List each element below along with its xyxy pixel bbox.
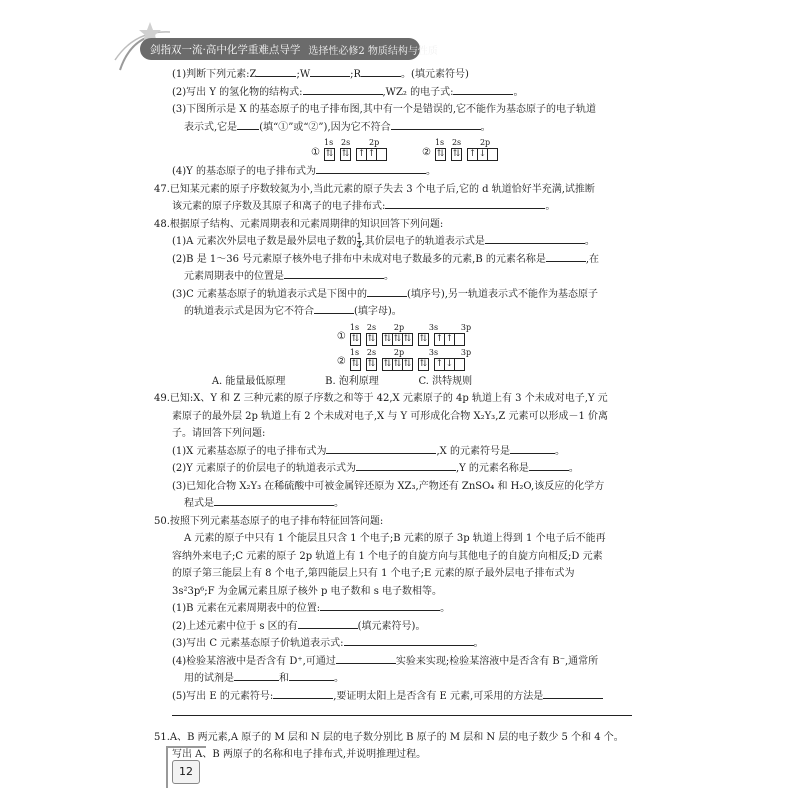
diagram-mark: ① [311,146,320,158]
fraction: $\frac{1}{4}$ [356,232,362,250]
orbital-diagram-c-2: ② 1s 2s 2p 3s 3p ⇅ ⇅ ⇅ ⇅ ⇅ ⇅ ↑ ↓ [336,347,472,369]
page-header [140,38,438,60]
prev-q-part2: (2)写出 Y 的氢化物的结构式: ,WZ₂ 的电子式: 。 [172,84,642,102]
orbital-diagram-c-1: ① 1s 2s 2p 3s 3p ⇅ ⇅ ⇅ ⇅ ⇅ ⇅ ↑ ↑ [336,322,472,344]
orbital-box: ⇅ [351,358,360,369]
orbital-box [487,148,498,161]
orbital-box: ↑ [435,358,444,369]
question-50: 50.按照下列元素基态原子的电子排布特征回答问题: [154,515,384,527]
orbital-box: ⇅ [393,333,402,344]
orbital-box: ⇅ [351,333,360,344]
page-number: 12 [172,760,200,784]
orbital-box: ↓ [478,149,487,159]
orbital-box: ⇅ [325,149,334,159]
choice-a: A. 能量最低原理 [211,375,286,387]
orbital-box [454,333,465,346]
orbital-box: ⇅ [383,333,392,344]
orbital-box: ↑ [435,333,444,344]
orbital-box: ⇅ [383,358,392,369]
orbital-box: ↓ [445,358,454,369]
header-subtitle: 选择性必修2 物质结构与性质 [308,45,438,57]
prev-q-part3-cont: 表示式,它是 (填“①”或“②”),因为它不符合 。 [172,119,642,137]
question-47: 47.已知某元素的原子序数较氮为小,当此元素的原子失去 3 个电子后,它的 d 轨道恰好半充满,试推断 [154,183,595,195]
header-title: 剑指双一流·高中化学重难点导学 [150,43,301,56]
orbital-box: ↑ [357,149,366,159]
prev-q-part4: (4)Y 的基态原子的电子排布式为 。 [172,163,642,181]
orbital-box: ⇅ [403,333,412,344]
orbital-box [376,148,387,161]
orbital-box: ⇅ [419,333,428,344]
orbital-box: ⇅ [403,358,412,369]
orbital-box: ↑ [468,149,477,159]
orbital-box: ⇅ [367,333,376,344]
orbital-box: ↑ [445,333,454,344]
choice-b: B. 泡利原理 [325,375,379,387]
question-48: 48.根据原子结构、元素周期表和元素周期律的知识回答下列问题: [154,218,444,230]
diagram-mark: ② [422,146,431,158]
orbital-box: ⇅ [367,358,376,369]
orbital-box: ⇅ [436,149,445,159]
orbital-diagram-x-2: 1s 2s 2p ⇅ ⇅ ↑ ↓ [435,138,497,161]
question-51: 51.A、B 两元素,A 原子的 M 层和 N 层的电子数分别比 B 原子的 M 层和 N 层的电子数少 5 个和 4 个。 [154,731,624,743]
orbital-diagram-x [172,138,642,161]
choice-c: C. 洪特规则 [418,375,473,387]
answer-choices [192,373,492,391]
orbital-box: ⇅ [393,358,402,369]
page-content: (1)判断下列元素:Z ;W ;R 。(填元素符号) (2)写出 Y 的氢化物的结构式: ,WZ₂ 的电子式: 。 (3)下图所示是 X 的基态原子的电子排布图,其中有一个是错误的,它不能作为基态原子的电子轨道 表示式,它是 (填“①”或“②”),因为它不符合 。 ① 1s 2s 2p ⇅ ⇅ ↑ ↑ ② 1s 2s 2p ⇅ ⇅ ↑ ↓ (4)Y 的基态原子的电子排布式为 。 47.已知某元素的原子序数较氮为小,当此元素的原子失去 3 个电子后,它的 d 轨道恰好半充满,试推断 该元素的原子序数及其原子和离子的电子排布式: 。 48.根据原子结构、元素周期表和元素周期律的知识回答下列问题: (1)A 元素次外层电子数是最外层电子数的 $\frac{1}{4}$ ,其价层电子的轨道表示式是 。 (2)B 是 1～36 号元素原子核外电子排布中未成对电子数最多的元素,B 的元素名称是 ,在 元素周期表中的位置是 。 (3)C 元素基态原子的轨道表示式是下图中的 (填序号),另一轨道表示式不能作为基态原子 的轨道表示式是因为它不符合 (填字母)。 ① 1s 2s 2p 3s 3p ⇅ ⇅ ⇅ ⇅ ⇅ ⇅ ↑ ↑ ② 1s 2s 2p 3s 3p ⇅ ⇅ ⇅ ⇅ ⇅ ⇅ ↑ ↓ A. 能量最低原理 B. 泡利原理 C. 洪特规则 49.已知:X、Y 和 Z 三种元素的原子序数之和等于 42,X 元素原子的 4p 轨道上有 3 个未成对电子,Y 元 素原子的最外层 2p 轨道上有 2 个未成对电子,X 与 Y 可形成化合物 X₂Y₃,Z 元素可以形成－1 价离 子。请回答下列问题: (1)X 元素基态原子的电子排布式为 ,X 的元素符号是 。 (2)Y 元素原子的价层电子的轨道表示式为 ,Y 的元素名称是 。 (3)已知化合物 X₂Y₃ 在稀硫酸中可被金属锌还原为 XZ₃,产物还有 ZnSO₄ 和 H₂O,该反应的化学方 程式是 。 50.按照下列元素基态原子的电子排布特征回答问题: A 元素的原子中只有 1 个能层且只含 1 个电子;B 元素的原子 3p 轨道上得到 1 个电子后不能再 容纳外来电子;C 元素的原子 2p 轨道上有 1 个电子的自旋方向与其他电子的自旋方向相反;D 元素 的原子第三能层上有 8 个电子,第四能层上只有 1 个电子;E 元素的原子最外层电子排布式为 3s²3p⁶;F 为金属元素且原子核外 p 电子数和 s 电子数相等。 (1)B 元素在元素周期表中的位置: 。 (2)上述元素中位于 s 区的有 (填元素符号)。 (3)写出 C 元素基态原子价轨道表示式: 。 (4)检验某溶液中是否含有 D⁺,可通过 实验来实现;检验某溶液中是否含有 B⁻,通常所 用的试剂是 和 。 (5)写出 E 的元素符号: ,要证明太阳上是否含有 E 元素,可采用的方法是 51.A、B 两元素,A 原子的 M 层和 N 层的电子数分别比 B 原子的 M 层和 N 层的电子数少 5 个和 4 个。 写出 A、B 两原子的名称和电子排布式,并说明推理过程。 [172,66,642,764]
orbital-diagram-x-1: 1s 2s 2p ⇅ ⇅ ↑ ↑ [324,138,386,161]
prev-q-part1: (1)判断下列元素:Z ;W ;R 。(填元素符号) [172,66,642,84]
orbital-box [454,358,465,371]
question-49: 49.已知:X、Y 和 Z 三种元素的原子序数之和等于 42,X 元素原子的 4p 轨道上有 3 个未成对电子,Y 元 [154,393,608,404]
prev-q-part3: (3)下图所示是 X 的基态原子的电子排布图,其中有一个是错误的,它不能作为基态原子的电子轨道 [172,104,596,115]
orbital-box: ⇅ [452,149,461,159]
diagram-mark: ② [336,356,346,367]
orbital-box: ⇅ [419,358,428,369]
diagram-mark: ① [336,331,346,342]
orbital-box: ⇅ [341,149,350,159]
orbital-box: ↑ [367,149,376,159]
